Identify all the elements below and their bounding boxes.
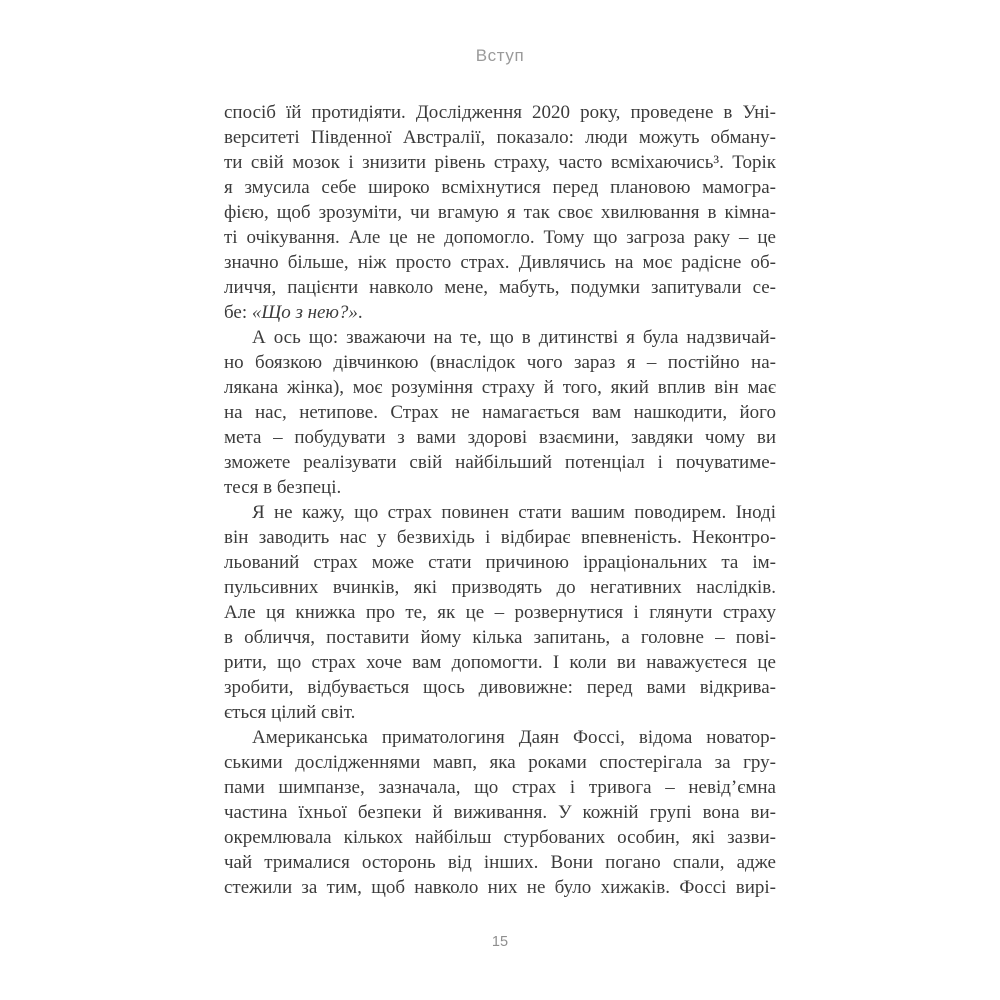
text-line: личчя, пацієнти навколо мене, мабуть, подумки запитували се- bbox=[224, 277, 776, 298]
text-line: чай трималися осторонь від інших. Вони погано спали, адже bbox=[224, 852, 776, 873]
text-line: ті очікування. Але це не допомогло. Тому що загроза раку – це bbox=[224, 227, 776, 248]
text-line: Я не кажу, що страх повинен стати вашим поводирем. Іноді bbox=[252, 502, 776, 523]
text-line: лякана жінка), моє розуміння страху й того, який вплив він має bbox=[224, 377, 776, 398]
text-line: ськими дослідженнями мавп, яка роками спостерігала за гру- bbox=[224, 752, 776, 773]
italic-text-segment: «Що з нею?» bbox=[251, 302, 358, 323]
text-line: окремлювала кількох найбільш стурбованих особин, які зазви- bbox=[224, 827, 776, 848]
text-line: частина їхньої безпеки й виживання. У кожній групі вона ви- bbox=[224, 802, 776, 823]
text-line: я змусила себе широко всміхнутися перед плановою мамогра- bbox=[224, 177, 776, 198]
text-line: ти свій мозок і знизити рівень страху, часто всміхаючись³. Торік bbox=[224, 152, 776, 173]
text-line: мета – побудувати з вами здорові взаємини, завдяки чому ви bbox=[224, 427, 776, 448]
text-line: рити, що страх хоче вам допомогти. І коли ви наважуєтеся це bbox=[224, 652, 776, 673]
text-line: льований страх може стати причиною ірраціональних та ім- bbox=[224, 552, 776, 573]
text-line: ється цілий світ. bbox=[224, 702, 356, 723]
text-line: зможете реалізувати свій найбільший потенціал і почуватиме- bbox=[224, 452, 776, 473]
text-line: пами шимпанзе, зазначала, що страх і тривога – невід’ємна bbox=[224, 777, 776, 798]
text-line: А ось що: зважаючи на те, що в дитинстві я була надзвичай- bbox=[252, 327, 776, 348]
text-line: він заводить нас у безвихідь і відбирає впевненість. Неконтро- bbox=[224, 527, 776, 548]
text-line: верситеті Південної Австралії, показало: люди можуть обману- bbox=[224, 127, 776, 148]
text-segment: бе: bbox=[224, 302, 252, 323]
text-line: в обличчя, поставити йому кілька запитань, а головне – пові- bbox=[224, 627, 776, 648]
text-line: Але ця книжка про те, як це – розвернутися і глянути страху bbox=[224, 602, 776, 623]
text-line: спосіб їй протидіяти. Дослідження 2020 року, проведене в Уні- bbox=[224, 102, 776, 123]
text-line: на нас, нетипове. Страх не намагається вам нашкодити, його bbox=[224, 402, 776, 423]
text-line: стежили за тим, щоб навколо них не було хижаків. Фоссі вирі- bbox=[224, 877, 776, 898]
text-line: фією, щоб зрозуміти, чи вгамую я так своє хвилювання в кімна- bbox=[224, 202, 776, 223]
text-line: зробити, відбувається щось дивовижне: перед вами відкрива- bbox=[224, 677, 776, 698]
text-line bbox=[224, 300, 776, 325]
text-line: значно більше, ніж просто страх. Дивлячись на моє радісне об- bbox=[224, 252, 776, 273]
running-header: Вступ bbox=[475, 46, 525, 65]
text-column bbox=[224, 100, 776, 900]
text-segment: . bbox=[357, 302, 363, 323]
text-line: теся в безпеці. bbox=[224, 477, 342, 498]
page-number: 15 bbox=[491, 934, 509, 950]
text-line: пульсивних вчинків, які призводять до негативних наслідків. bbox=[224, 577, 776, 598]
text-line: Американська приматологиня Даян Фоссі, відома новатор- bbox=[252, 727, 776, 748]
text-line: но боязкою дівчинкою (внаслідок чого зараз я – постійно на- bbox=[224, 352, 776, 373]
